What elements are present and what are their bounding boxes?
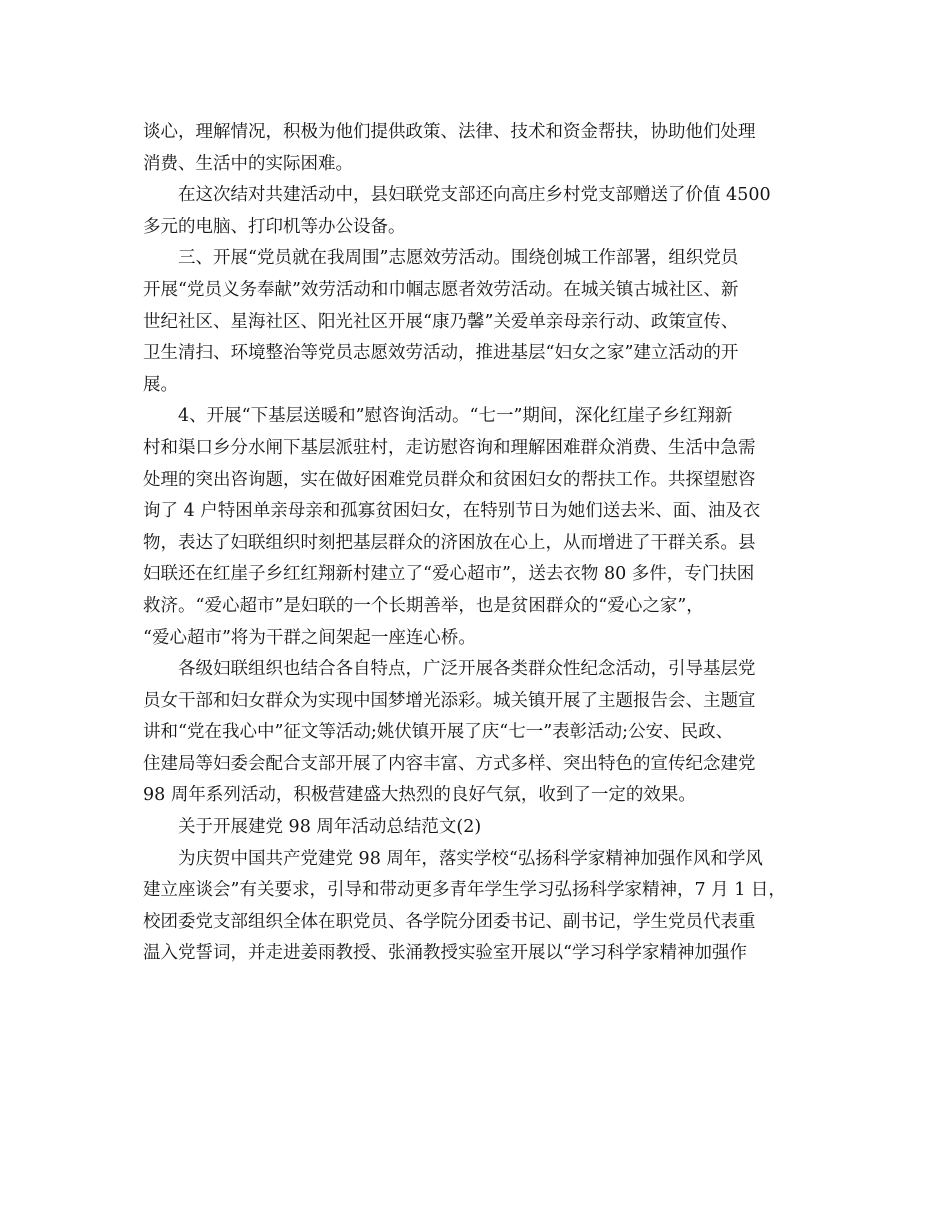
text-line: 关于开展建党 98 周年活动总结范文(2) [178,817,482,838]
paragraph [143,117,807,180]
text-line: 4、开展“下基层送暖和”慰咨询活动。“七一”期间，深化红崖子乡红翔新 [178,406,733,427]
text-line: 员女干部和妇女群众为实现中国梦增光添彩。城关镇开展了主题报告会、主题宣 [143,690,756,711]
text-line: 为庆贺中国共产党建党 98 周年，落实学校“弘扬科学家精神加强作风和学风 [178,848,763,869]
text-line: 讲和“党在我心中”征文等活动;姚伏镇开展了庆“七一”表彰活动;公安、民政、 [143,722,734,743]
document-body [143,117,807,970]
paragraph [143,812,807,844]
text-line: 物，表达了妇联组织时刻把基层群众的济困放在心上，从而增进了干群关系。县 [143,532,756,553]
paragraph [143,243,807,401]
text-line: 温入党誓词，并走进姜雨教授、张涌教授实验室开展以“学习科学家精神加强作 [143,943,747,964]
paragraph [143,654,807,812]
text-line: 处理的突出咨询题，实在做好困难党员群众和贫困妇女的帮扶工作。共探望慰咨 [143,469,756,490]
text-line: 妇联还在红崖子乡红红翔新村建立了“爱心超市”，送去衣物 80 多件，专门扶困 [143,564,755,585]
text-line: 世纪社区、星海社区、阳光社区开展“康乃馨”关爱单亲母亲行动、政策宣传、 [143,311,739,332]
text-line: 住建局等妇委会配合支部开展了内容丰富、方式多样、突出特色的宣传纪念建党 [143,753,756,774]
text-line: 谈心，理解情况，积极为他们提供政策、法律、技术和资金帮扶，协助他们处理 [143,122,756,142]
text-line: 展。 [143,374,178,395]
text-line: “爱心超市”将为干群之间架起一座连心桥。 [143,627,476,648]
text-line: 卫生清扫、环境整治等党员志愿效劳活动，推进基层“妇女之家”建立活动的开 [143,343,739,364]
paragraph [143,180,807,243]
paragraph [143,401,807,654]
text-line: 在这次结对共建活动中，县妇联党支部还向高庄乡村党支部赠送了价值 4500 [178,185,771,206]
text-line: 各级妇联组织也结合各自特点，广泛开展各类群众性纪念活动，引导基层党 [178,659,756,680]
text-line: 开展“党员义务奉献”效劳活动和巾帼志愿者效劳活动。在城关镇古城社区、新 [143,279,739,300]
text-line: 村和渠口乡分水闸下基层派驻村，走访慰咨询和理解困难群众消费、生活中急需 [143,437,756,458]
text-line: 校团委党支部组织全体在职党员、各学院分团委书记、副书记，学生党员代表重 [143,911,756,932]
text-line: 消费、生活中的实际困难。 [143,153,353,174]
text-line: 建立座谈会”有关要求，引导和带动更多青年学生学习弘扬科学家精神，7 月 1 日， [143,880,786,901]
text-line: 询了 4 户特困单亲母亲和孤寡贫困妇女，在特别节日为她们送去米、面、油及衣 [143,501,761,522]
text-line: 救济。“爱心超市”是妇联的一个长期善举，也是贫困群众的“爱心之家”， [143,595,704,616]
text-line: 三、开展“党员就在我周围”志愿效劳活动。围绕创城工作部署，组织党员 [178,248,739,269]
text-line: 98 周年系列活动，积极营建盛大热烈的良好气氛，收到了一定的效果。 [143,785,696,806]
paragraph [143,844,807,970]
text-line: 多元的电脑、打印机等办公设备。 [143,216,406,237]
